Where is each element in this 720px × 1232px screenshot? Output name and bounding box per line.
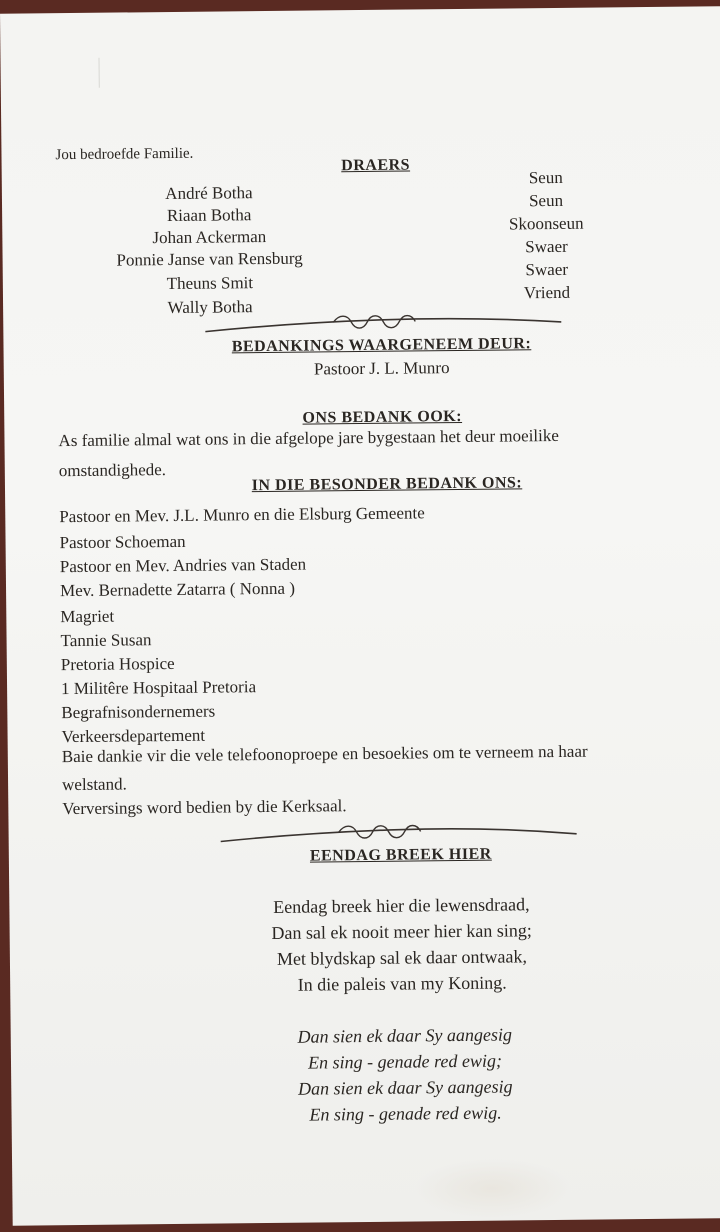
pallbearer-name: Theuns Smit (166, 273, 254, 294)
poem-line: Dan sal ek nooit meer hier kan sing; (271, 920, 532, 943)
thanks-list-item: Pretoria Hospice (60, 653, 175, 675)
pallbearer-relation: Swaer (525, 259, 569, 280)
pallbearer-name: Riaan Botha (166, 205, 252, 226)
poem-line: In die paleis van my Koning. (297, 972, 507, 995)
thanks-list-item: welstand. (61, 774, 127, 795)
thanks-list-item: Begrafnisondernemers (61, 701, 216, 723)
thanks-list-item: Pastoor Schoeman (59, 531, 186, 553)
thanks-list-item: Mev. Bernadette Zatarra ( Nonna ) (59, 578, 296, 601)
poem-refrain-line: En sing - genade red ewig. (309, 1102, 502, 1125)
thanks-text-line: As familie almal wat ons in die afgelope jare bygestaan het deur moeilike (58, 425, 559, 451)
draers-heading: DRAERS (341, 156, 411, 175)
pallbearer-relation: Swaer (525, 236, 568, 257)
ornamental-divider (203, 308, 563, 336)
refreshments-note: Verversings word bedien by die Kerksaal. (62, 796, 347, 819)
thanks-list-item: Magriet (60, 606, 115, 627)
ornamental-divider (218, 816, 578, 846)
ons-bedank-heading: ONS BEDANK OOK: (302, 407, 463, 427)
pallbearer-name: André Botha (165, 183, 253, 204)
thanks-list-item: Verkeersdepartement (61, 725, 206, 747)
paper-crease (98, 58, 99, 88)
pallbearer-name: Wally Botha (167, 297, 253, 318)
paper-stain (412, 1158, 573, 1220)
pallbearer-relation: Vriend (523, 282, 571, 303)
funeral-program-page (0, 6, 720, 1225)
thanks-list-item: Pastoor en Mev. J.L. Munro en die Elsburg Gemeente (59, 503, 425, 527)
thanks-list-item: 1 Militêre Hospitaal Pretoria (60, 677, 257, 699)
pallbearer-name: Ponnie Janse van Rensburg (116, 248, 303, 270)
pallbearer-relation: Seun (528, 167, 563, 188)
pallbearer-name: Johan Ackerman (152, 226, 267, 248)
thanks-list-item: Pastoor en Mev. Andries van Staden (59, 554, 307, 577)
officiant-name: Pastoor J. L. Munro (313, 358, 450, 379)
family-signoff: Jou bedroefde Familie. (55, 145, 194, 164)
pallbearer-relation: Seun (528, 190, 564, 211)
thanks-text-line: omstandighede. (58, 460, 167, 481)
poem-refrain-line: Dan sien ek daar Sy aangesig (297, 1024, 513, 1047)
pallbearer-relation: Skoonseun (508, 213, 584, 234)
thanks-list-item: Tannie Susan (60, 630, 152, 651)
bedankings-heading: BEDANKINGS WAARGENEEM DEUR: (231, 335, 532, 356)
poem-title: EENDAG BREEK HIER (309, 845, 492, 865)
besonder-heading: IN DIE BESONDER BEDANK ONS: (251, 474, 523, 495)
poem-line: Eendag breek hier die lewensdraad, (273, 894, 530, 917)
poem-refrain-line: Dan sien ek daar Sy aangesig (297, 1076, 513, 1099)
thanks-list-item: Baie dankie vir die vele telefoonoproepe en besoekies om te verneem na haar (61, 741, 588, 767)
poem-refrain-line: En sing - genade red ewig; (308, 1050, 503, 1073)
poem-line: Met blydskap sal ek daar ontwaak, (276, 946, 527, 969)
